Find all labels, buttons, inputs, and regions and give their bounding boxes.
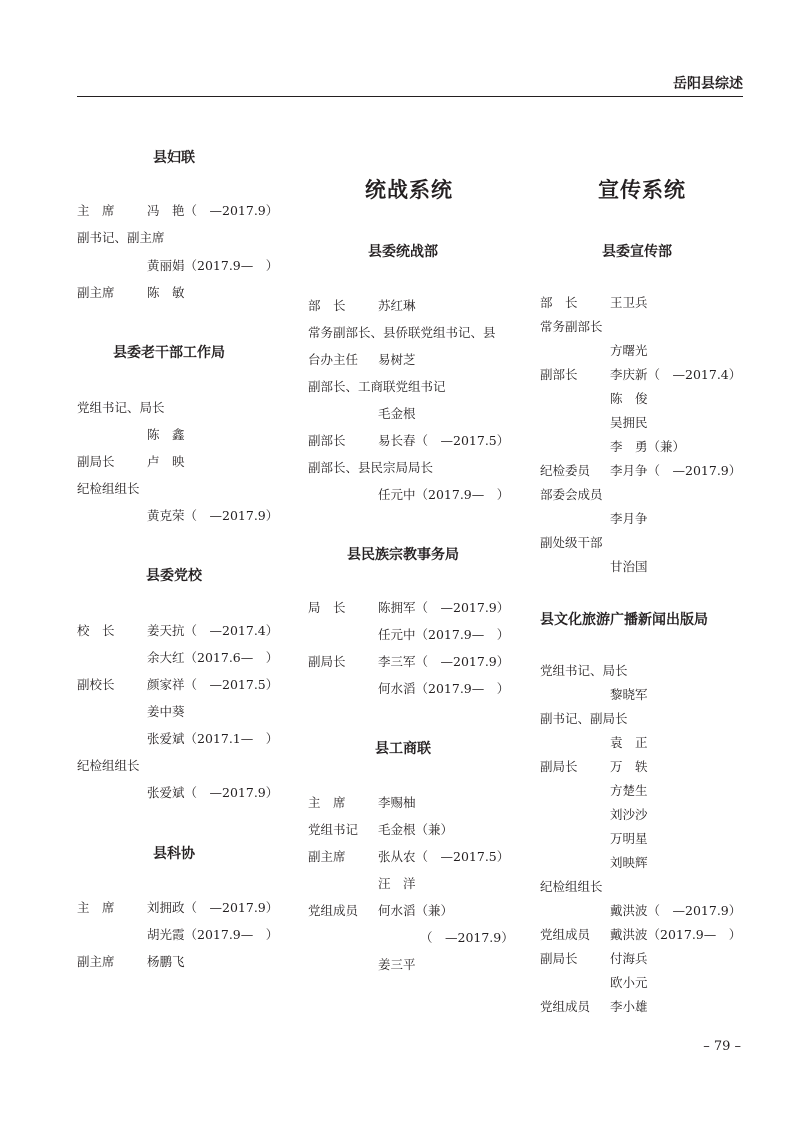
person-name: 李庆新 [610, 367, 648, 382]
list-item [540, 855, 648, 871]
term-note: （ —2017.9） [184, 900, 279, 915]
role-label: 党组成员 [540, 999, 591, 1014]
person-name: 易树芝 [378, 352, 416, 367]
section-title-culture-tourism-bureau: 县文化旅游广播新闻出版局 [540, 612, 708, 628]
person-name: 方楚生 [610, 783, 648, 798]
person-name: 何水滔 [378, 681, 416, 696]
list-item [540, 927, 741, 943]
role-label: 副局长 [540, 951, 578, 966]
person-name: 陈 鑫 [147, 427, 185, 442]
list-item [77, 954, 185, 970]
list-item [540, 367, 741, 383]
role-label: 主 席 [308, 795, 346, 810]
list-item [308, 849, 509, 865]
list-item [77, 427, 185, 443]
list-item [77, 704, 185, 720]
section-title-science-association: 县科协 [153, 846, 195, 862]
list-item [420, 930, 514, 946]
list-item [540, 759, 648, 775]
section-title-united-front-dept: 县委统战部 [368, 244, 438, 260]
list-item [77, 258, 278, 274]
list-item [540, 663, 628, 679]
role-label: 常务副部长 [540, 319, 603, 334]
list-item [308, 903, 453, 919]
role-label: 副书记、副局长 [540, 711, 628, 726]
list-item [540, 999, 648, 1015]
list-item [540, 415, 648, 431]
person-name: 杨鹏飞 [147, 954, 185, 969]
role-label: 副部长、工商联党组书记 [308, 379, 446, 394]
list-item [308, 600, 509, 616]
list-item [77, 785, 278, 801]
section-title-publicity-dept: 县委宣传部 [602, 244, 672, 260]
term-note: （ —2017.9） [647, 903, 742, 918]
list-item [77, 623, 278, 639]
person-name: 刘沙沙 [610, 807, 648, 822]
list-item [308, 433, 509, 449]
person-name: 刘映辉 [610, 855, 648, 870]
person-name: 黄丽娟 [147, 258, 185, 273]
term-note: （ —2017.5） [415, 433, 510, 448]
role-label: 副部长 [540, 367, 578, 382]
person-name: 戴洪波 [610, 903, 648, 918]
term-note: （2017.6— ） [184, 650, 279, 665]
role-label: 主 席 [77, 900, 115, 915]
list-item [77, 758, 140, 774]
person-name: 陈拥军 [378, 600, 416, 615]
term-note: （ —2017.4） [184, 623, 279, 638]
person-name: 毛金根 [378, 406, 416, 421]
person-name: 方曙光 [610, 343, 648, 358]
section-title-veteran-cadres-bureau: 县委老干部工作局 [113, 345, 225, 361]
person-name: 黎晓军 [610, 687, 648, 702]
role-label: 主 席 [77, 203, 115, 218]
person-name: 冯 艳 [147, 203, 185, 218]
person-name: 姜三平 [378, 957, 416, 972]
term-note: （ —2017.9） [184, 508, 279, 523]
term-note: （ —2017.5） [184, 677, 279, 692]
person-name: 苏红琳 [378, 298, 416, 313]
list-item [308, 487, 509, 503]
person-name: 吴拥民 [610, 415, 648, 430]
list-item [308, 822, 453, 838]
list-item [540, 559, 648, 575]
list-item [540, 975, 648, 991]
list-item [77, 203, 278, 219]
term-note: （ —2017.9） [647, 463, 742, 478]
person-name: 李月争 [610, 511, 648, 526]
role-label: 党组成员 [540, 927, 591, 942]
term-note: （ —2017.9） [415, 600, 510, 615]
list-item [308, 406, 416, 422]
person-name: 毛金根（兼） [378, 822, 454, 837]
list-item [308, 460, 433, 476]
role-label: 副书记、副主席 [77, 230, 165, 245]
role-label: 副部长 [308, 433, 346, 448]
list-item [540, 879, 603, 895]
term-note: （2017.9— ） [415, 627, 510, 642]
role-label: 副局长 [308, 654, 346, 669]
term-note: （ —2017.9） [184, 785, 279, 800]
list-item [77, 650, 278, 666]
section-title-ethnic-religious-bureau: 县民族宗教事务局 [347, 547, 459, 563]
term-note: （ —2017.4） [647, 367, 742, 382]
term-note: （2017.9— ） [415, 487, 510, 502]
person-name: 刘拥政 [147, 900, 185, 915]
term-note: （2017.9— ） [415, 681, 510, 696]
list-item [77, 400, 165, 416]
section-title-party-school: 县委党校 [146, 568, 202, 584]
person-name: 颜家祥 [147, 677, 185, 692]
person-name: 李三军 [378, 654, 416, 669]
role-label: 纪检组组长 [77, 758, 140, 773]
term-note: （ —2017.9） [184, 203, 279, 218]
role-label: 部 长 [308, 298, 346, 313]
role-label: 台办主任 [308, 352, 359, 367]
person-name: 甘治国 [610, 559, 648, 574]
role-label: 党组成员 [308, 903, 359, 918]
role-label: 副主席 [77, 285, 115, 300]
role-label: 常务副部长、县侨联党组书记、县 [308, 325, 496, 340]
person-name: 王卫兵 [610, 295, 648, 310]
role-label: 局 长 [308, 600, 346, 615]
person-name: 任元中 [378, 487, 416, 502]
list-item [77, 508, 278, 524]
list-item [308, 957, 416, 973]
list-item [308, 654, 509, 670]
list-item [77, 731, 278, 747]
list-item [540, 687, 648, 703]
person-name: 姜中葵 [147, 704, 185, 719]
list-item [540, 319, 603, 335]
list-item [77, 454, 185, 470]
person-name: 卢 映 [147, 454, 185, 469]
person-name: 张从农 [378, 849, 416, 864]
person-name: 黄克荣 [147, 508, 185, 523]
role-label: 副校长 [77, 677, 115, 692]
person-name: 陈 俊 [610, 391, 648, 406]
list-item [308, 325, 496, 341]
system-title-publicity: 宣传系统 [598, 177, 686, 202]
list-item [540, 511, 648, 527]
person-name: 万明星 [610, 831, 648, 846]
person-name: 汪 洋 [378, 876, 416, 891]
person-name: 陈 敏 [147, 285, 185, 300]
list-item [540, 487, 603, 503]
role-label: 副处级干部 [540, 535, 603, 550]
role-label: 纪检委员 [540, 463, 591, 478]
role-label: 部委会成员 [540, 487, 603, 502]
list-item [77, 900, 278, 916]
list-item [540, 391, 648, 407]
role-label: 党组书记、局长 [77, 400, 165, 415]
term-note: （ —2017.5） [415, 849, 510, 864]
term-note: （2017.1— ） [184, 731, 279, 746]
person-name: 付海兵 [610, 951, 648, 966]
list-item [540, 735, 648, 751]
term-note: （ —2017.9） [415, 654, 510, 669]
role-label: 纪检组组长 [540, 879, 603, 894]
term-note: （2017.9— ） [184, 258, 279, 273]
list-item [77, 285, 185, 301]
person-name: 何水滔（兼） [378, 903, 454, 918]
role-label: 部 长 [540, 295, 578, 310]
list-item [308, 681, 509, 697]
person-name: 戴洪波 [610, 927, 648, 942]
role-label: 校 长 [77, 623, 115, 638]
list-item [77, 481, 140, 497]
system-title-united-front: 统战系统 [365, 177, 453, 202]
list-item [540, 807, 648, 823]
person-name: 姜天抗 [147, 623, 185, 638]
running-header: 岳阳县综述 [673, 76, 743, 92]
role-label: 副局长 [540, 759, 578, 774]
term-note: （2017.9— ） [647, 927, 742, 942]
list-item [540, 463, 741, 479]
person-name: 易长春 [378, 433, 416, 448]
person-name: 任元中 [378, 627, 416, 642]
term-note: （ —2017.9） [420, 930, 514, 945]
list-item [308, 795, 416, 811]
list-item [77, 677, 278, 693]
person-name: 欧小元 [610, 975, 648, 990]
list-item [540, 439, 685, 455]
list-item [308, 379, 446, 395]
person-name: 胡光霞 [147, 927, 185, 942]
role-label: 副主席 [308, 849, 346, 864]
list-item [77, 927, 278, 943]
section-title-federation-industry-commerce: 县工商联 [375, 741, 431, 757]
person-name: 李 勇（兼） [610, 439, 686, 454]
list-item [540, 711, 628, 727]
person-name: 余大红 [147, 650, 185, 665]
list-item [540, 903, 741, 919]
person-name: 李赐柚 [378, 795, 416, 810]
header-rule [77, 96, 743, 97]
list-item [540, 951, 648, 967]
list-item [77, 230, 165, 246]
person-name: 张爱斌 [147, 785, 185, 800]
role-label: 副部长、县民宗局局长 [308, 460, 434, 475]
role-label: 党组书记 [308, 822, 359, 837]
list-item [540, 295, 648, 311]
person-name: 万 轶 [610, 759, 648, 774]
term-note: （2017.9— ） [184, 927, 279, 942]
list-item [540, 831, 648, 847]
list-item [540, 535, 603, 551]
role-label: 党组书记、局长 [540, 663, 628, 678]
person-name: 袁 正 [610, 735, 648, 750]
list-item [308, 627, 509, 643]
list-item [308, 298, 416, 314]
list-item [540, 343, 648, 359]
person-name: 李月争 [610, 463, 648, 478]
role-label: 纪检组组长 [77, 481, 140, 496]
section-title-women-federation: 县妇联 [153, 150, 195, 166]
person-name: 李小雄 [610, 999, 648, 1014]
role-label: 副主席 [77, 954, 115, 969]
role-label: 副局长 [77, 454, 115, 469]
person-name: 张爱斌 [147, 731, 185, 746]
list-item [308, 876, 416, 892]
list-item [308, 352, 416, 368]
list-item [540, 783, 648, 799]
page-number: – 79 – [703, 1039, 741, 1054]
